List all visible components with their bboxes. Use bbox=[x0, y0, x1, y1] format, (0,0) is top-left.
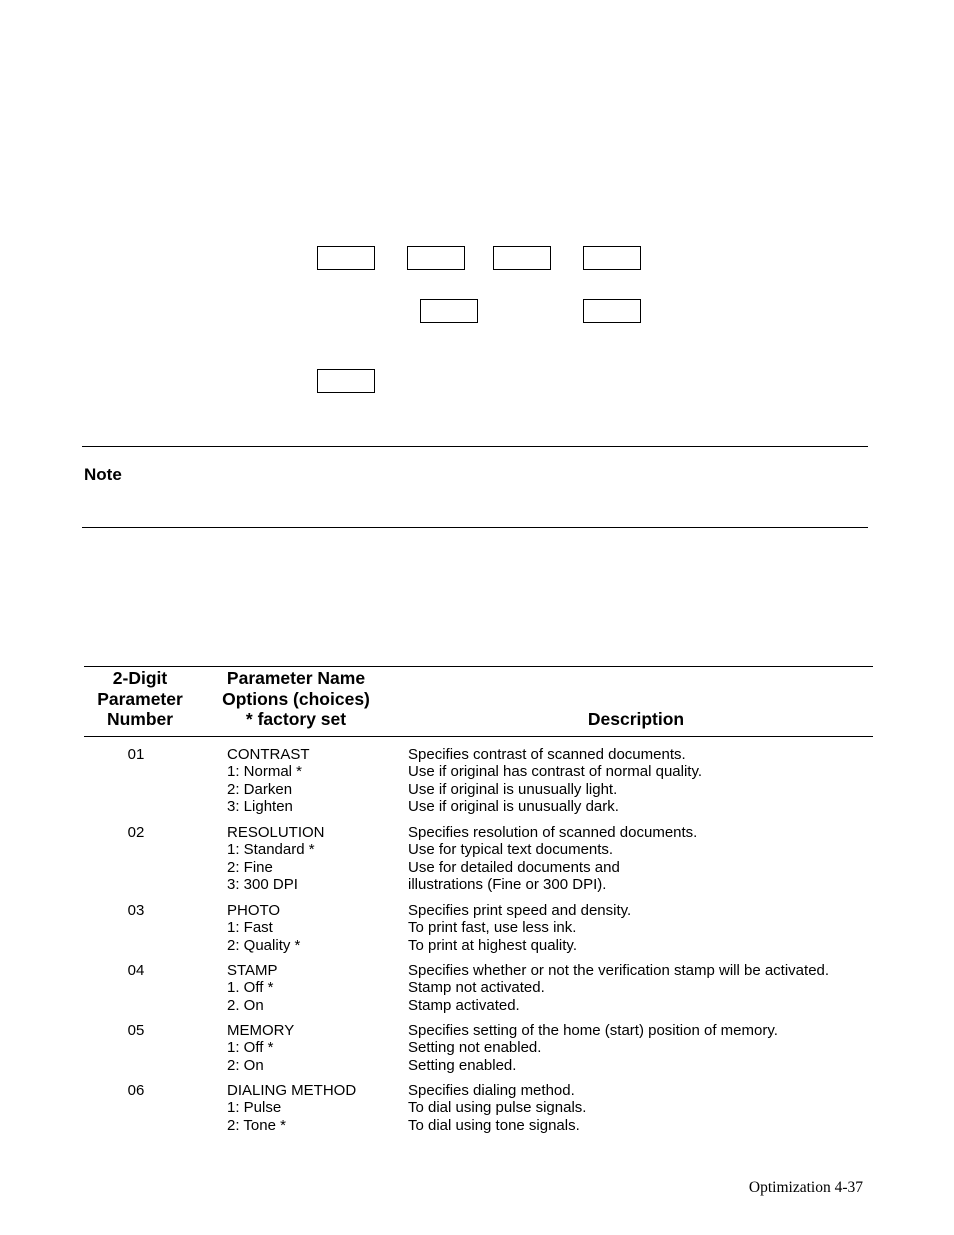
description-line: Setting enabled. bbox=[408, 1056, 517, 1074]
note-bottom-rule bbox=[82, 527, 868, 528]
header-name-line: * factory set bbox=[245, 709, 347, 729]
param-number: 01 bbox=[127, 746, 145, 763]
description-line: Use for typical text documents. bbox=[408, 841, 614, 859]
param-number: 03 bbox=[127, 902, 145, 919]
param-number: 04 bbox=[127, 962, 145, 979]
description-line: Use for detailed documents and bbox=[408, 858, 620, 876]
header-description-label: Description bbox=[587, 709, 685, 729]
param-name bbox=[227, 824, 402, 893]
header-name-line: Parameter Name bbox=[226, 668, 366, 688]
param-description bbox=[408, 1082, 878, 1134]
param-option-line: 1. Off * bbox=[227, 979, 274, 997]
param-option-line: 2: Quality * bbox=[227, 936, 301, 954]
param-name-line: CONTRAST bbox=[227, 746, 310, 763]
param-name-line: RESOLUTION bbox=[227, 824, 325, 841]
param-number: 05 bbox=[127, 1022, 145, 1039]
description-line: Setting not enabled. bbox=[408, 1039, 542, 1057]
key-box-6 bbox=[583, 299, 641, 323]
description-line: To print fast, use less ink. bbox=[408, 919, 577, 937]
header-number-line: 2-Digit bbox=[112, 668, 168, 688]
description-line: Use if original is unusually dark. bbox=[408, 797, 619, 815]
key-box-2 bbox=[407, 246, 465, 270]
description-line: illustrations (Fine or 300 DPI). bbox=[408, 875, 607, 893]
param-number: 02 bbox=[127, 824, 145, 841]
description-line: Specifies whether or not the verification stamp will be activated. bbox=[408, 962, 830, 979]
description-line: To dial using pulse signals. bbox=[408, 1099, 587, 1117]
param-name-line: DIALING METHOD bbox=[227, 1082, 357, 1099]
param-name bbox=[227, 1082, 402, 1134]
header-number-line: Parameter bbox=[97, 688, 183, 709]
description-line: Use if original is unusually light. bbox=[408, 780, 618, 798]
description-line: Specifies resolution of scanned documents. bbox=[408, 824, 698, 841]
description-line: Specifies dialing method. bbox=[408, 1082, 575, 1099]
param-option-line: 1: Pulse bbox=[227, 1099, 282, 1117]
param-option-line: 3: 300 DPI bbox=[227, 875, 298, 893]
header-name bbox=[206, 668, 386, 730]
param-description bbox=[408, 1022, 878, 1074]
param-name bbox=[227, 962, 402, 1014]
header-number-line: Number bbox=[106, 709, 174, 729]
param-description bbox=[408, 962, 878, 1014]
key-box-4 bbox=[583, 246, 641, 270]
note-label: Note bbox=[84, 465, 122, 484]
key-box-7 bbox=[317, 369, 375, 393]
table-top-rule bbox=[84, 666, 873, 667]
param-name-line: PHOTO bbox=[227, 902, 281, 919]
param-number: 06 bbox=[127, 1082, 145, 1099]
key-box-5 bbox=[420, 299, 478, 323]
header-description bbox=[550, 709, 722, 730]
param-option-line: 2: Tone * bbox=[227, 1116, 286, 1134]
param-option-line: 1: Off * bbox=[227, 1039, 274, 1057]
key-box-3 bbox=[493, 246, 551, 270]
header-number bbox=[84, 668, 196, 730]
key-box-1 bbox=[317, 246, 375, 270]
param-option-line: 2. On bbox=[227, 996, 264, 1014]
note-top-rule bbox=[82, 446, 868, 447]
param-name bbox=[227, 746, 402, 815]
param-name-line: STAMP bbox=[227, 962, 278, 979]
param-option-line: 2: On bbox=[227, 1056, 264, 1074]
param-option-line: 1: Normal * bbox=[227, 763, 303, 781]
param-option-line: 1: Standard * bbox=[227, 841, 315, 859]
page-footer: Optimization 4-37 bbox=[748, 1179, 863, 1196]
table-header-rule bbox=[84, 736, 873, 737]
description-line: Specifies setting of the home (start) position of memory. bbox=[408, 1022, 778, 1039]
param-option-line: 3: Lighten bbox=[227, 797, 293, 815]
param-option-line: 1: Fast bbox=[227, 919, 273, 937]
param-option-line: 2: Fine bbox=[227, 858, 273, 876]
param-description bbox=[408, 902, 878, 954]
param-name bbox=[227, 902, 402, 954]
description-line: Specifies contrast of scanned documents. bbox=[408, 746, 686, 763]
description-line: To dial using tone signals. bbox=[408, 1116, 580, 1134]
param-name bbox=[227, 1022, 402, 1074]
description-line: Use if original has contrast of normal quality. bbox=[408, 763, 703, 781]
param-description bbox=[408, 746, 878, 815]
description-line: Stamp not activated. bbox=[408, 979, 545, 997]
description-line: Stamp activated. bbox=[408, 996, 520, 1014]
header-name-line: Options (choices) bbox=[222, 688, 370, 709]
param-description bbox=[408, 824, 878, 893]
param-option-line: 2: Darken bbox=[227, 780, 293, 798]
param-name-line: MEMORY bbox=[227, 1022, 295, 1039]
description-line: Specifies print speed and density. bbox=[408, 902, 632, 919]
description-line: To print at highest quality. bbox=[408, 936, 577, 954]
